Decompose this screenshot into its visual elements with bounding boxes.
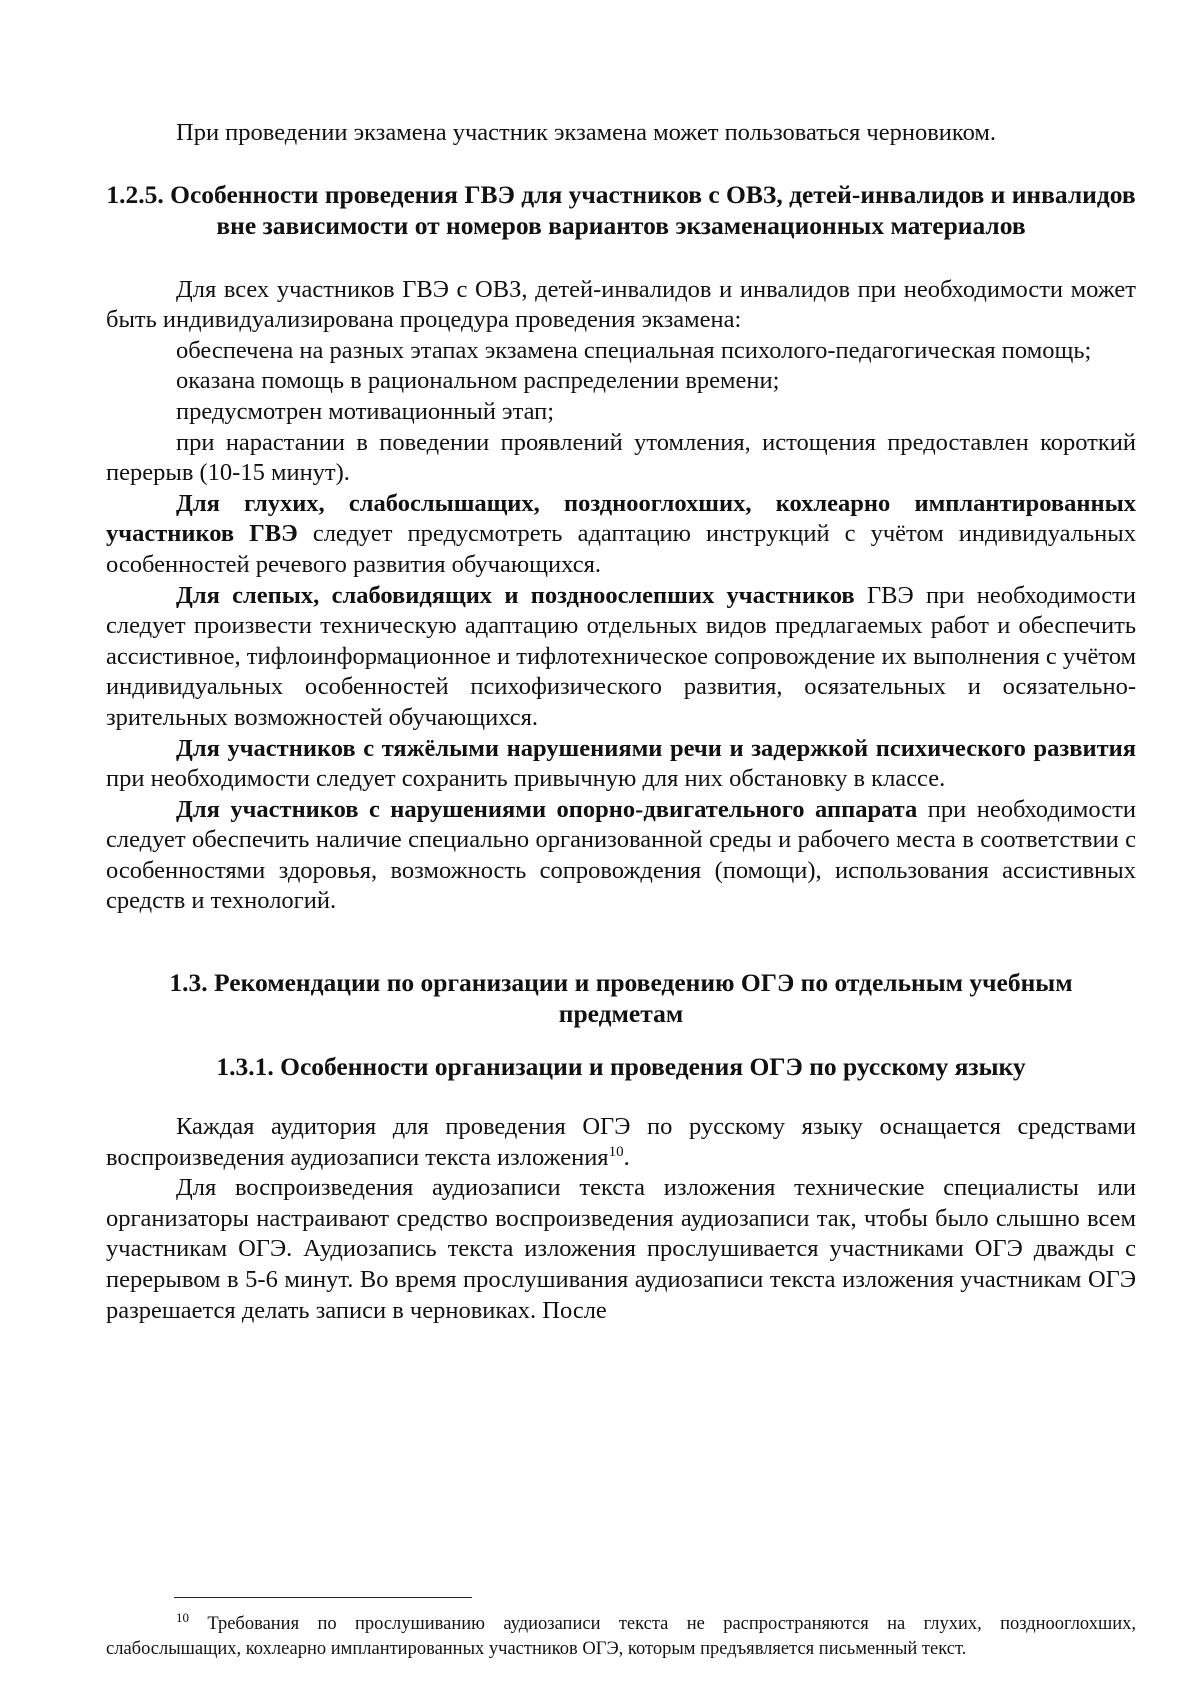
paragraph-blind-participants	[106, 581, 1136, 734]
heading-1-2-5: 1.2.5. Особенности проведения ГВЭ для участников с ОВЗ, детей-инвалидов и инвалидов вне зависимости от номеров вариантов экзаменационных материалов	[106, 179, 1136, 240]
bold-speech-disorders: Для участников с тяжёлыми нарушениями речи и задержкой психического развития	[176, 734, 1136, 762]
text-audio-equipment: Каждая аудитория для проведения ОГЭ по русскому языку оснащается средствами воспроизведения аудиозаписи текста изложения	[106, 1113, 1136, 1171]
text-speech-disorders: при необходимости следует сохранить привычную для них обстановку в классе.	[106, 765, 946, 793]
text-period: .	[623, 1143, 630, 1171]
paragraph-time-distribution: оказана помощь в рациональном распределении времени;	[176, 367, 780, 395]
footnote-separator	[174, 1597, 472, 1598]
paragraph-deaf-participants	[106, 489, 1136, 581]
paragraph-short-break: при нарастании в поведении проявлений утомления, истощения предоставлен короткий перерыв (10-15 минут).	[106, 428, 1136, 487]
text-deaf-participants: следует предусмотреть адаптацию инструкций с учётом индивидуальных особенностей речевого развития обучающихся.	[106, 520, 1136, 578]
footnote-number: 10	[176, 1609, 189, 1625]
heading-1-3-1: 1.3.1. Особенности организации и проведения ОГЭ по русскому языку	[216, 1052, 1026, 1082]
paragraph-audio-equipment	[106, 1112, 1136, 1173]
footnote-text: Требования по прослушиванию аудиозаписи текста не распространяются на глухих, позднооглохших, слабослышащих, кохлеарно имплантированных участников ОГЭ, которым предъявляется письменный текст.	[106, 1614, 1136, 1659]
paragraph-musculoskeletal	[106, 795, 1136, 917]
bold-musculoskeletal: Для участников с нарушениями опорно-двигательного аппарата	[176, 795, 918, 823]
text-musculoskeletal: при необходимости следует обеспечить наличие специально организованной среды и рабочего места в соответствии с особенностями здоровья, возможность сопровождения (помощи), использования ассистивных средств и технологий.	[106, 795, 1136, 915]
footnote-reference[interactable]: 10	[608, 1143, 624, 1160]
paragraph-psychological-help: обеспечена на разных этапах экзамена специальная психолого-педагогическая помощь;	[176, 336, 1092, 364]
paragraph-individualized-procedure: Для всех участников ГВЭ с ОВЗ, детей-инвалидов и инвалидов при необходимости может быть индивидуализирована процедура проведения экзамена:	[106, 275, 1136, 334]
text-blind-participants: ГВЭ при необходимости следует произвести техническую адаптацию отдельных видов предлагаемых работ и обеспечить ассистивное, тифлоинформационное и тифлотехническое сопровождение их выполнения с учётом индивидуальных особенностей психофизического развития, осязательных и осязательно-зрительных возможностей обучающихся.	[106, 581, 1136, 731]
footnote	[106, 1609, 1136, 1662]
page-body	[106, 118, 1136, 1326]
bold-blind-participants: Для слепых, слабовидящих и поздноослепших участников	[176, 581, 855, 609]
paragraph-speech-disorders	[106, 734, 1136, 795]
paragraph-audio-playback: Для воспроизведения аудиозаписи текста изложения технические специалисты или организаторы настраивают средство воспроизведения аудиозаписи так, чтобы было слышно всем участникам ОГЭ. Аудиозапись текста изложения прослушивается участниками ОГЭ дважды с перерывом в 5-6 минут. Во время прослушивания аудиозаписи текста изложения участникам ОГЭ разрешается делать записи в черновиках. После	[106, 1174, 1136, 1324]
paragraph-motivation-stage: предусмотрен мотивационный этап;	[176, 397, 555, 425]
paragraph-draft-usage: При проведении экзамена участник экзамена может пользоваться черновиком.	[176, 119, 996, 146]
heading-1-3: 1.3. Рекомендации по организации и проведению ОГЭ по отдельным учебным предметам	[169, 968, 1073, 1029]
bold-deaf-participants: Для глухих, слабослышащих, позднооглохших, кохлеарно имплантированных участников ГВЭ	[106, 489, 1136, 548]
